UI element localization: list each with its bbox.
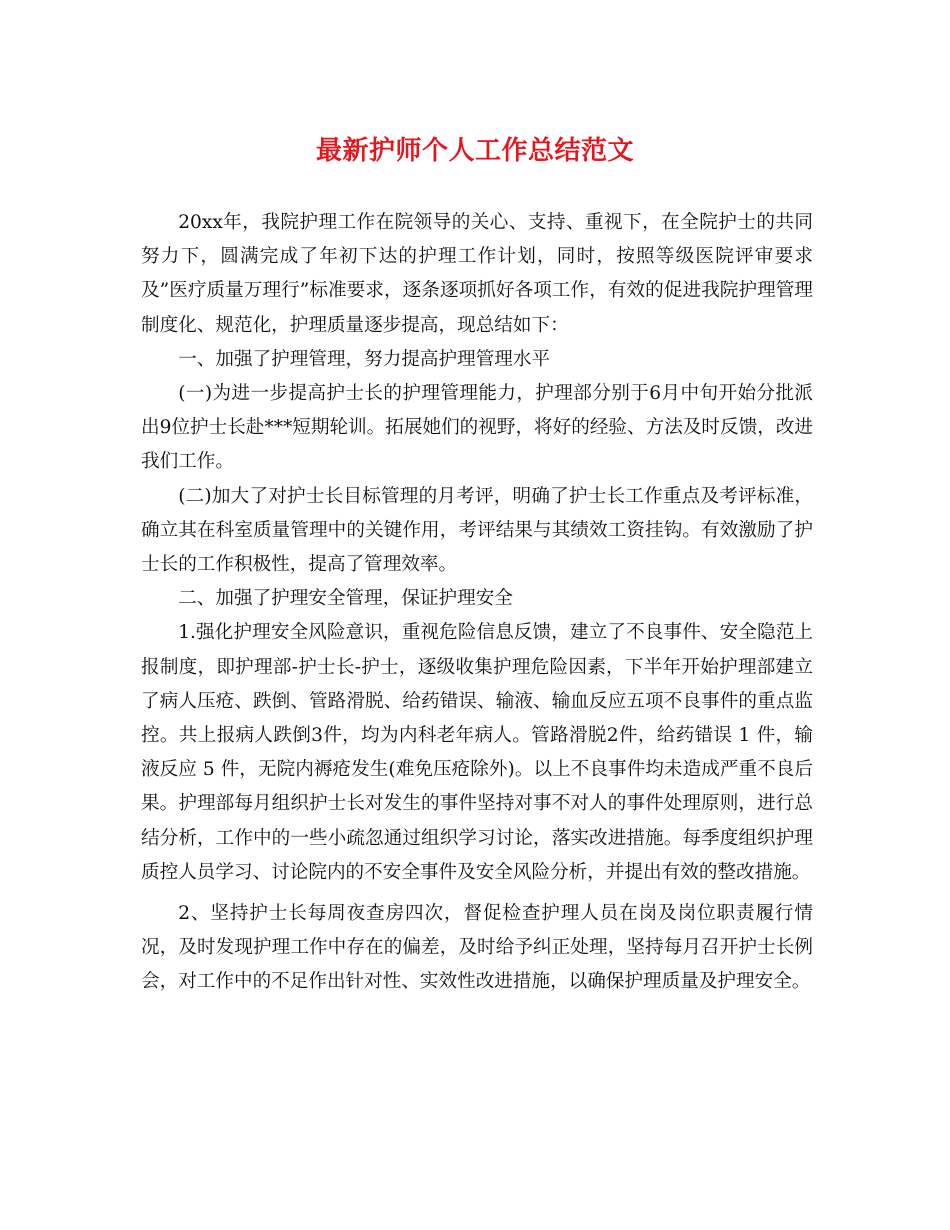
document-title: 最新护师个人工作总结范文 — [315, 136, 634, 166]
paragraph-item-1-1: (一)为进一步提高护士长的护理管理能力，护理部分别于6月中旬开始分批派出9位护士长赴***短期轮训。拓展她们的视野，将好的经验、方法及时反馈，改进我们工作。 — [141, 383, 813, 473]
section-heading-2: 二、加强了护理安全管理，保证护理安全 — [178, 588, 513, 610]
paragraph-item-1-2: (二)加大了对护士长目标管理的月考评，明确了护士长工作重点及考评标准，确立其在科室质量管理中的关键作用，考评结果与其绩效工资挂钩。有效激励了护士长的工作积极性，提高了管理效率。 — [141, 485, 813, 576]
intro-paragraph: 20xx年，我院护理工作在院领导的关心、支持、重视下，在全院护士的共同努力下，圆满完成了年初下达的护理工作计划，同时，按照等级医院评审要求及”医疗质量万理行”标准要求，逐条逐项抓好各项工作，有效的促进我院护理管理制度化、规范化，护理质量逐步提高，现总结如下： — [141, 212, 813, 336]
document-body — [141, 206, 813, 1000]
section-heading-1: 一、加强了护理管理，努力提高护理管理水平 — [178, 348, 551, 370]
paragraph-item-2-2: 2、坚持护士长每周夜查房四次，督促检查护理人员在岗及岗位职责履行情况，及时发现护理工作中存在的偏差，及时给予纠正处理，坚持每月召开护士长例会，对工作中的不足作出针对性、实效性改进措施，以确保护理质量及护理安全。 — [141, 903, 813, 993]
paragraph-item-2-1: 1.强化护理安全风险意识，重视危险信息反馈，建立了不良事件、安全隐范上报制度，即护理部-护士长-护士，逐级收集护理危险因素，下半年开始护理部建立了病人压疮、跌倒、管路滑脱、给药错误、输液、输血反应五项不良事件的重点监控。共上报病人跌倒3件，均为内科老年病人。管路滑脱2件，给药错误 1 件，输液反应 5 件，无院内褥疮发生(难免压疮除外)。以上不良事件均未造成严重不良后果。护理部每月组织护士长对发生的事件坚持对事不对人的事件处理原则，进行总结分析，工作中的一些小疏忽通过组织学习讨论，落实改进措施。每季度组织护理质控人员学习、讨论院内的不安全事件及安全风险分析，并提出有效的整改措施。 — [141, 622, 813, 883]
